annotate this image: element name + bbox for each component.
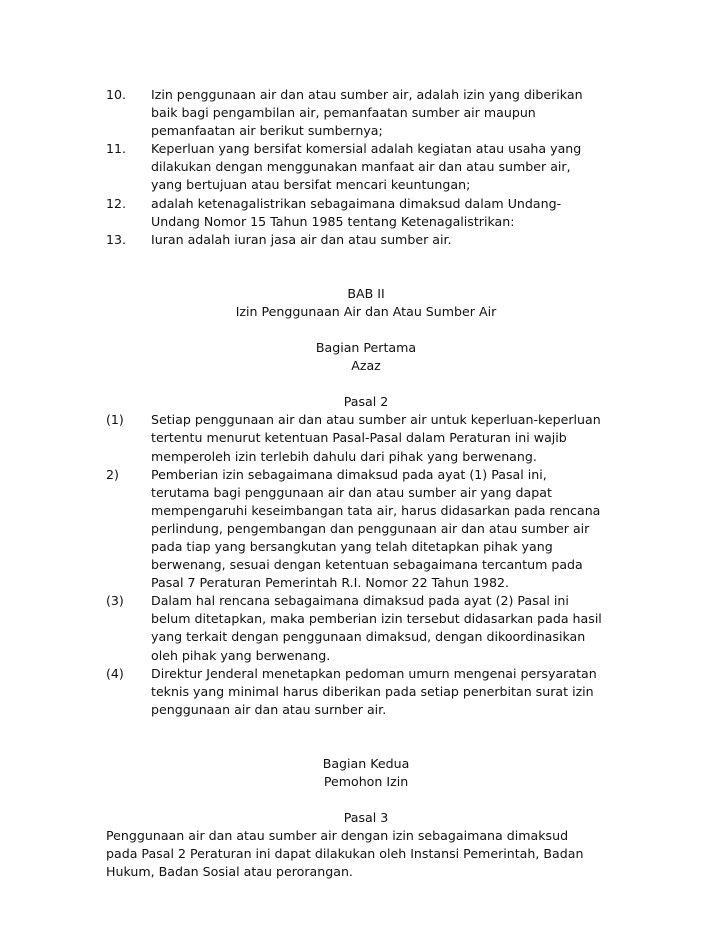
- article-title: Pasal 3: [343, 810, 389, 826]
- text-line: dilakukan dengan menggunakan manfaat air dan atau sumber air,: [151, 159, 571, 175]
- part-subtitle: Pemohon Izin: [323, 774, 409, 789]
- text-line: terutama bagi penggunaan air dan atau sumber air yang dapat: [151, 484, 552, 500]
- item-text: [151, 466, 626, 593]
- text-line: perlindung, pengembangan dan penggunaan air dan atau sumber air: [151, 520, 590, 536]
- item-number: 12.: [106, 195, 127, 211]
- item-text: [151, 195, 626, 231]
- text-line: Dalam hal rencana sebagaimana dimaksud pada ayat (2) Pasal ini: [151, 593, 569, 609]
- text-line: Setiap penggunaan air dan atau sumber air untuk keperluan-keperluan: [151, 412, 601, 428]
- definitions-list: [106, 86, 626, 249]
- article-item: [106, 466, 626, 593]
- item-text: [151, 231, 626, 249]
- article-title: Pasal 2: [343, 394, 389, 410]
- item-number: 11.: [106, 141, 127, 157]
- article-item: [106, 665, 626, 719]
- text-line: penggunaan air dan atau surnber air.: [151, 701, 387, 717]
- text-line: mempengaruhi keseimbangan tata air, harus didasarkan pada rencana: [151, 502, 601, 518]
- spacer: [106, 249, 626, 285]
- text-line: Penggunaan air dan atau sumber air dengan izin sebagaimana dimaksud: [106, 828, 569, 844]
- item-number: (3): [106, 593, 124, 609]
- text-line: Hukum, Badan Sosial atau perorangan.: [106, 864, 353, 880]
- text-line: Keperluan yang bersifat komersial adalah kegiatan atau usaha yang: [151, 141, 582, 157]
- item-number: (4): [106, 665, 124, 681]
- article-3-paragraph: [106, 827, 626, 881]
- text-line: Pasal 7 Peraturan Pemerintah R.I. Nomor 22 Tahun 1982.: [151, 575, 509, 591]
- text-line: Direktur Jenderal menetapkan pedoman umurn mengenai persyaratan: [151, 665, 597, 681]
- text-line: adalah ketenagalistrikan sebagaimana dimaksud dalam Undang-: [151, 195, 562, 211]
- definition-item: [106, 195, 626, 231]
- text-line: pada tiap yang bersangkutan yang telah ditetapkan pihak yang: [151, 538, 553, 554]
- item-number: 10.: [106, 87, 127, 102]
- text-line: tertentu menurut ketentuan Pasal-Pasal dalam Peraturan ini wajib: [151, 430, 567, 446]
- part-title: Bagian Kedua: [322, 755, 410, 771]
- spacer: [106, 719, 626, 755]
- item-text: [151, 140, 626, 194]
- item-text: [151, 86, 626, 140]
- text-line: Undang Nomor 15 Tahun 1985 tentang Ketenagalistrikan:: [151, 213, 515, 229]
- text-line: Pemberian izin sebagaimana dimaksud pada ayat (1) Pasal ini,: [151, 466, 547, 482]
- definition-item: [106, 86, 626, 140]
- text-line: yang bertujuan atau bersifat mencari keuntungan;: [151, 177, 471, 193]
- text-line: belum ditetapkan, maka pemberian izin tersebut didasarkan pada hasil: [151, 611, 602, 627]
- spacer: [106, 375, 626, 393]
- text-line: oleh pihak yang berwenang.: [151, 647, 331, 663]
- chapter-title: Izin Penggunaan Air dan Atau Sumber Air: [235, 303, 497, 319]
- part-title: Bagian Pertama: [315, 340, 417, 356]
- part-subtitle: Azaz: [351, 358, 381, 374]
- text-line: Iuran adalah iuran jasa air dan atau sumber air.: [151, 231, 452, 247]
- spacer: [106, 791, 626, 809]
- text-line: teknis yang minimal harus diberikan pada setiap penerbitan surat izin: [151, 683, 594, 699]
- chapter-number: BAB II: [347, 285, 385, 301]
- item-text: [151, 592, 626, 664]
- item-text: [151, 411, 626, 465]
- article-2-items: [106, 411, 626, 719]
- item-number: 2): [106, 466, 119, 482]
- article-item: [106, 592, 626, 664]
- document-page: [106, 86, 626, 881]
- definition-item: [106, 140, 626, 194]
- text-line: berwenang, sesuai dengan ketentuan sebagaimana tercantum pada: [151, 557, 583, 573]
- text-line: pemanfaatan air berikut sumbernya;: [151, 123, 383, 139]
- text-line: pada Pasal 2 Peraturan ini dapat dilakukan oleh Instansi Pemerintah, Badan: [106, 846, 584, 862]
- item-number: (1): [106, 412, 124, 428]
- text-line: memperoleh izin terlebih dahulu dari pihak yang berwenang.: [151, 448, 537, 464]
- text-line: baik bagi pengambilan air, pemanfaatan sumber air maupun: [151, 105, 536, 121]
- text-line: Izin penggunaan air dan atau sumber air, adalah izin yang diberikan: [151, 87, 583, 102]
- spacer: [106, 321, 626, 339]
- item-number: 13.: [106, 231, 127, 247]
- article-item: [106, 411, 626, 465]
- item-text: [151, 665, 626, 719]
- definition-item: [106, 231, 626, 249]
- text-line: yang terkait dengan penggunaan dimaksud, dengan dikoordinasikan: [151, 629, 586, 645]
